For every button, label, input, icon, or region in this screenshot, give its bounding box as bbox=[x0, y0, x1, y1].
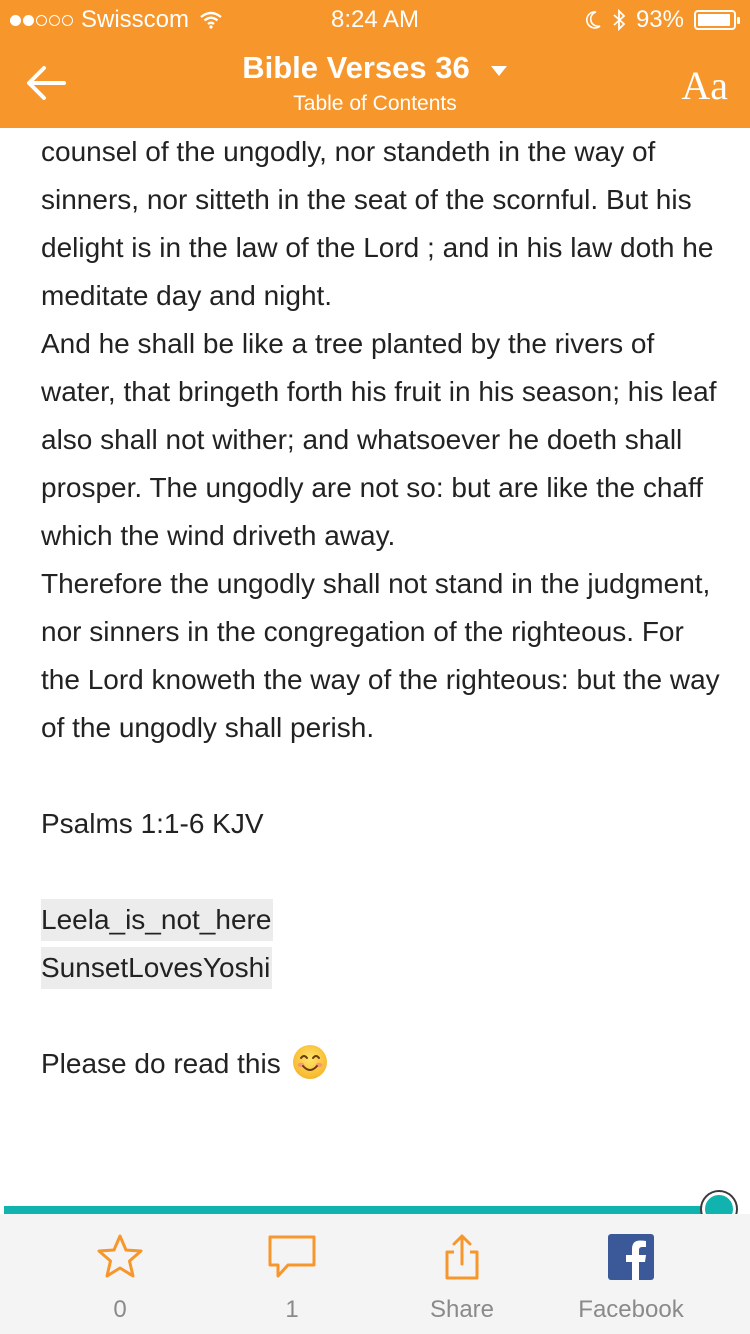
bottom-toolbar bbox=[0, 1214, 750, 1334]
comment-count: 1 bbox=[285, 1296, 299, 1323]
reading-progress-bar[interactable] bbox=[4, 1206, 726, 1214]
story-content bbox=[41, 128, 721, 1088]
comments-button[interactable] bbox=[250, 1214, 334, 1334]
carrier-name: Swisscom bbox=[81, 6, 190, 33]
verse-paragraph: Therefore the ungodly shall not stand in the judgment, nor sinners in the congregation of the righteous. For the Lord knoweth the way of the righteous: but the way of the ungodly shall perish. bbox=[41, 568, 720, 743]
status-time: 8:24 AM bbox=[330, 6, 420, 33]
share-icon bbox=[442, 1232, 482, 1282]
smiling-face-emoji-icon bbox=[291, 1043, 329, 1081]
battery-percent: 93% bbox=[635, 6, 684, 33]
bluetooth-icon bbox=[612, 9, 626, 31]
battery-fill bbox=[698, 14, 730, 26]
mention-line bbox=[41, 896, 721, 944]
vote-button[interactable] bbox=[78, 1214, 162, 1334]
status-bar bbox=[0, 0, 750, 40]
font-size-button[interactable]: Aa bbox=[681, 63, 728, 108]
title-row bbox=[242, 50, 508, 86]
verse-paragraph: And he shall be like a tree planted by the rivers of water, that bringeth forth his fruit in his season; his leaf also shall not wither; and whatsoever he doeth shall prosper. The ungodly are not so: but are like the chaff which the wind driveth away. bbox=[41, 328, 717, 551]
chevron-down-icon bbox=[490, 65, 508, 77]
spacer bbox=[41, 848, 721, 896]
verse-paragraph: counsel of the ungodly, nor standeth in the way of sinners, nor sitteth in the seat of the scornful. But his delight is in the law of the Lord ; and in his law doth he meditate day and night. bbox=[41, 136, 714, 311]
share-button[interactable] bbox=[412, 1214, 512, 1334]
reading-progress-fill bbox=[4, 1206, 719, 1214]
page-title: Bible Verses 36 bbox=[242, 50, 470, 85]
verse-reference: Psalms 1:1-6 KJV bbox=[41, 808, 264, 839]
spacer bbox=[41, 752, 721, 800]
share-label: Share bbox=[429, 1296, 495, 1323]
top-bar bbox=[0, 0, 750, 128]
closing-text: Please do read this bbox=[41, 1048, 281, 1079]
mention-user[interactable]: Leela_is_not_here bbox=[41, 899, 273, 941]
facebook-icon bbox=[608, 1232, 654, 1282]
vote-count: 0 bbox=[113, 1296, 127, 1323]
comment-icon bbox=[266, 1232, 318, 1282]
status-right bbox=[584, 6, 736, 34]
moon-icon bbox=[584, 10, 602, 30]
table-of-contents-link[interactable]: Table of Contents bbox=[293, 92, 457, 115]
closing-line bbox=[41, 1040, 721, 1088]
star-icon bbox=[95, 1232, 145, 1282]
battery-icon bbox=[694, 10, 736, 30]
mention-user[interactable]: SunsetLovesYoshi bbox=[41, 947, 272, 989]
mention-line bbox=[41, 944, 721, 992]
spacer bbox=[41, 992, 721, 1040]
facebook-label: Facebook bbox=[578, 1296, 684, 1323]
title-area[interactable] bbox=[0, 50, 750, 116]
facebook-button[interactable] bbox=[566, 1214, 696, 1334]
